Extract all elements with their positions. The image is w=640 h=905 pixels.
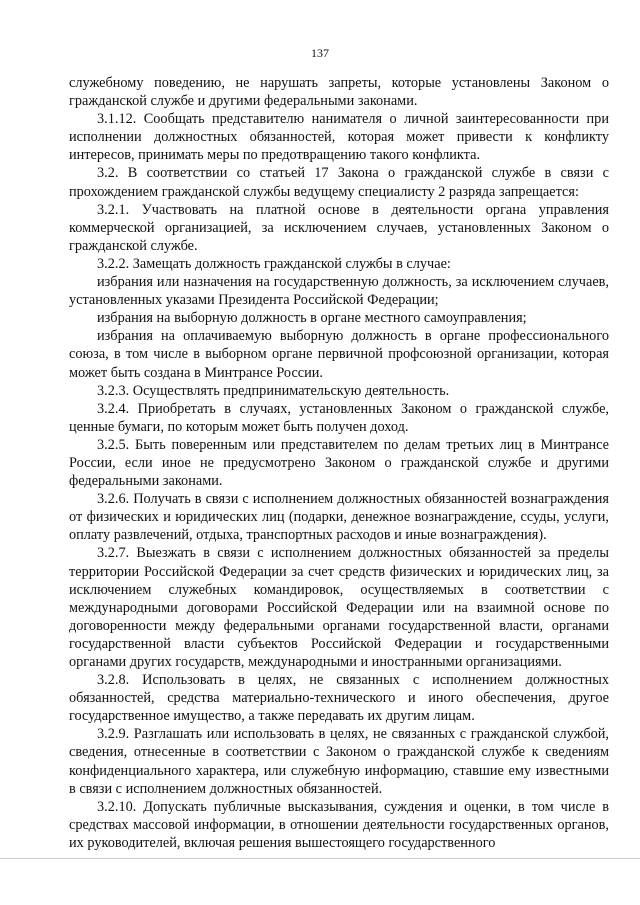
document-body bbox=[69, 74, 609, 852]
paragraph-3-2-9: 3.2.9. Разглашать или использовать в целях, не связанных с гражданской службой, сведения, отнесенные в соответствии с Законом о гражданской службе к сведениям конфиденциального характера, или служебную информацию, ставшие ему известными в связи с исполнением должностных обязанностей. bbox=[69, 726, 609, 797]
page-bottom-rule bbox=[0, 858, 640, 859]
paragraph-3-2: 3.2. В соответствии со статьей 17 Закона о гражданской службе в связи с прохождением гражданской службы ведущему специалисту 2 разряда запрещается: bbox=[69, 165, 609, 200]
paragraph-3-2-2-case-3: избрания на оплачиваемую выборную должность в органе профессионального союза, в том числе в выборном органе первичной профсоюзной организации, которая может быть создана в Минтрансе России. bbox=[69, 328, 609, 381]
paragraph-3-2-8: 3.2.8. Использовать в целях, не связанных с исполнением должностных обязанностей, средства материально-технического и иного обеспечения, другое государственное имущество, а также передавать их другим лицам. bbox=[69, 672, 609, 725]
paragraph-3-1-12: 3.1.12. Сообщать представителю нанимателя о личной заинтересованности при исполнении должностных обязанностей, которая может привести к конфликту интересов, принимать меры по предотвращению такого конфликта. bbox=[69, 111, 609, 164]
paragraph-3-2-10: 3.2.10. Допускать публичные высказывания, суждения и оценки, в том числе в средствах массовой информации, в отношении деятельности государственных органов, их руководителей, включая решения вышестоящего государственного bbox=[69, 798, 609, 851]
paragraph-3-2-2: 3.2.2. Замещать должность гражданской службы в случае: bbox=[97, 255, 451, 272]
paragraph-3-2-4: 3.2.4. Приобретать в случаях, установленных Законом о гражданской службе, ценные бумаги, по которым может быть получен доход. bbox=[69, 400, 609, 435]
paragraph-continuation: служебному поведению, не нарушать запреты, которые установлены Законом о гражданской службе и другими федеральными законами. bbox=[69, 75, 609, 110]
paragraph-3-2-6: 3.2.6. Получать в связи с исполнением должностных обязанностей вознаграждения от физических и юридических лиц (подарки, денежное вознаграждение, ссуды, услуги, оплату развлечений, отдыха, транспортных расходов и иные вознаграждения). bbox=[69, 491, 609, 544]
page-number: 137 bbox=[311, 46, 329, 60]
paragraph-3-2-5: 3.2.5. Быть поверенным или представителем по делам третьих лиц в Минтрансе России, если иное не предусмотрено Законом о гражданской службе и другими федеральными законами. bbox=[69, 436, 609, 490]
paragraph-3-2-7: 3.2.7. Выезжать в связи с исполнением должностных обязанностей за пределы территории Российской Федерации за счет средств физических и юридических лиц, за исключением служебных командировок, осуществляемых в соответствии с международными договорами Российской Федерации или на взаимной основе по договоренности между федеральными органами государственной власти, органами государственной власти субъектов Российской Федерации и государственными органами других государств, международными и иностранными организациями. bbox=[69, 545, 609, 670]
paragraph-3-2-2-case-1: избрания или назначения на государственную должность, за исключением случаев, установленных указами Президента Российской Федерации; bbox=[69, 274, 609, 309]
paragraph-3-2-2-case-2: избрания на выборную должность в органе местного самоуправления; bbox=[97, 310, 527, 327]
paragraph-3-2-1: 3.2.1. Участвовать на платной основе в деятельности органа управления коммерческой организацией, за исключением случаев, установленных Законом о гражданской службе. bbox=[69, 201, 609, 254]
paragraph-3-2-3: 3.2.3. Осуществлять предпринимательскую деятельность. bbox=[97, 382, 450, 399]
